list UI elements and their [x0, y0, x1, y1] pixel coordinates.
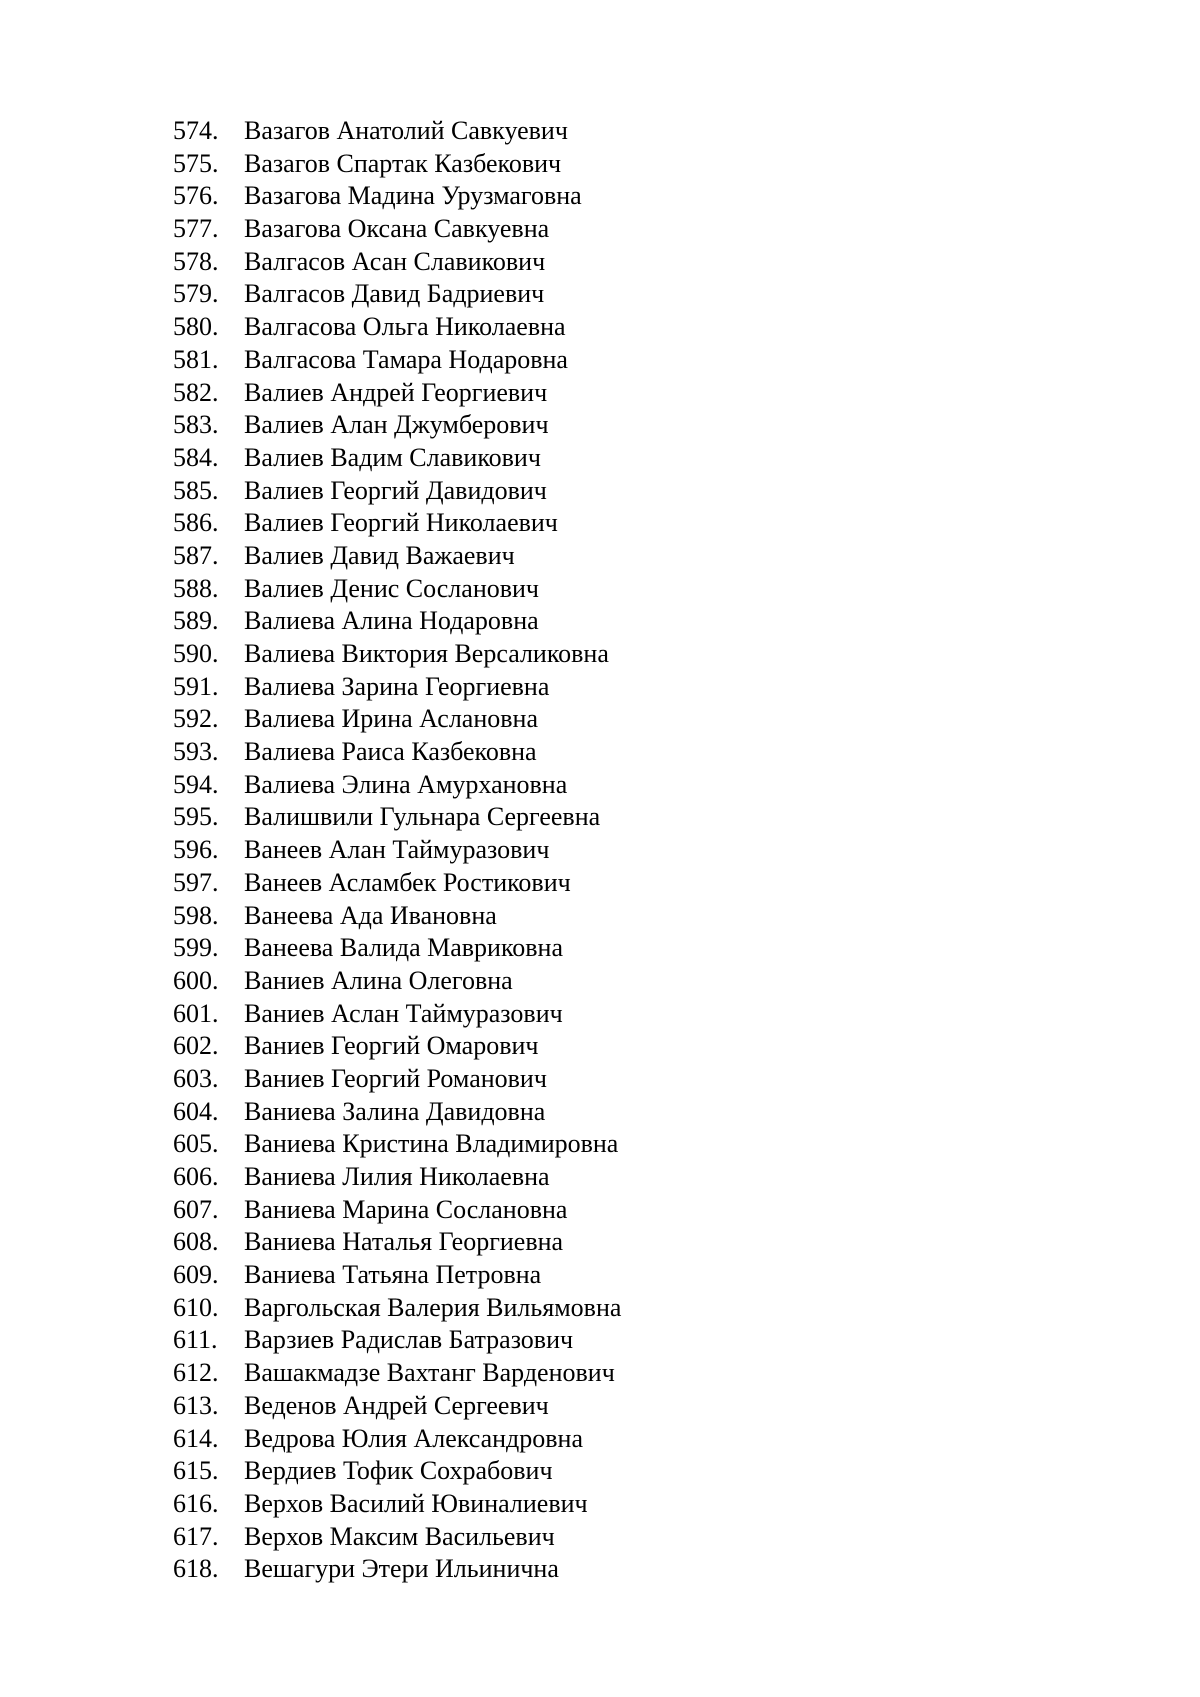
- entry-number: 610.: [173, 1292, 219, 1322]
- list-item: [173, 900, 621, 933]
- entry-number: 579.: [173, 279, 219, 309]
- entry-name: Ваниев Аслан Таймуразович: [244, 998, 563, 1028]
- list-item: [173, 703, 621, 736]
- list-item: [173, 932, 621, 965]
- list-item: [173, 1226, 621, 1259]
- list-item: [173, 801, 621, 834]
- list-item: [173, 1357, 621, 1390]
- list-item: [173, 965, 621, 998]
- entry-name: Ваниева Лилия Николаевна: [244, 1162, 550, 1191]
- entry-number: 577.: [173, 214, 219, 244]
- entry-name: Верхов Максим Васильевич: [244, 1521, 555, 1551]
- list-item: [173, 246, 621, 279]
- list-item: [173, 573, 621, 606]
- entry-number: 600.: [173, 965, 219, 995]
- entry-name: Вешагури Этери Ильинична: [244, 1554, 559, 1584]
- entry-name: Ванеев Алан Таймуразович: [244, 835, 550, 865]
- entry-number: 603.: [173, 1063, 219, 1093]
- entry-name: Вазагова Мадина Урузмаговна: [244, 181, 582, 211]
- entry-number: 598.: [173, 900, 219, 930]
- list-item: [173, 998, 621, 1031]
- entry-number: 615.: [173, 1456, 219, 1486]
- list-item: [173, 278, 621, 311]
- entry-name: Ваниева Залина Давидовна: [244, 1096, 546, 1126]
- entry-number: 609.: [173, 1260, 219, 1290]
- entry-name: Валиев Вадим Славикович: [244, 442, 541, 472]
- entry-number: 592.: [173, 704, 219, 734]
- list-item: [173, 605, 621, 638]
- entry-number: 601.: [173, 998, 219, 1028]
- entry-name: Ваниева Кристина Владимировна: [244, 1129, 619, 1159]
- entry-number: 608.: [173, 1227, 219, 1257]
- entry-name: Ваниев Георгий Романович: [244, 1063, 547, 1093]
- entry-name: Вашакмадзе Вахтанг Варденович: [244, 1358, 615, 1388]
- list-item: [173, 344, 621, 377]
- entry-number: 576.: [173, 181, 219, 211]
- list-item: [173, 1194, 621, 1227]
- entry-name: Валиев Георгий Давидович: [244, 475, 547, 505]
- entry-name: Ваниева Татьяна Петровна: [244, 1260, 542, 1290]
- entry-number: 578.: [173, 246, 219, 276]
- entry-name: Ведрова Юлия Александровна: [244, 1423, 584, 1453]
- list-item: [173, 213, 621, 246]
- entry-number: 607.: [173, 1194, 219, 1224]
- list-item: [173, 1259, 621, 1292]
- entry-name: Валиева Раиса Казбековна: [244, 737, 537, 767]
- list-item: [173, 834, 621, 867]
- entry-name: Ваниева Марина Сослановна: [244, 1194, 568, 1224]
- entry-number: 584.: [173, 442, 219, 472]
- entry-name: Валиева Ирина Аслановна: [244, 704, 538, 734]
- list-item: [173, 736, 621, 769]
- entry-name: Ванеева Валида Мавриковна: [244, 933, 564, 963]
- entry-name: Вазагов Анатолий Савкуевич: [244, 116, 568, 145]
- entry-number: 580.: [173, 312, 219, 342]
- entry-number: 617.: [173, 1521, 219, 1551]
- entry-name: Ваниева Наталья Георгиевна: [244, 1227, 564, 1257]
- entry-number: 587.: [173, 540, 219, 570]
- entry-name: Валиев Денис Сосланович: [244, 573, 540, 603]
- entry-name: Варгольская Валерия Вильямовна: [244, 1292, 622, 1322]
- list-item: [173, 1553, 621, 1586]
- entry-name: Веденов Андрей Сергеевич: [244, 1390, 549, 1420]
- entry-number: 594.: [173, 769, 219, 799]
- entry-name: Вазагова Оксана Савкуевна: [244, 214, 550, 244]
- entry-number: 613.: [173, 1390, 219, 1420]
- entry-name: Ванеева Ада Ивановна: [244, 900, 497, 930]
- list-item: [173, 377, 621, 410]
- list-item: [173, 1063, 621, 1096]
- list-item: [173, 1455, 621, 1488]
- entry-number: 605.: [173, 1129, 219, 1159]
- entry-number: 614.: [173, 1423, 219, 1453]
- entry-name: Ваниев Алина Олеговна: [244, 965, 513, 995]
- list-item: [173, 1423, 621, 1456]
- entry-number: 583.: [173, 410, 219, 440]
- entry-name: Валиева Зарина Георгиевна: [244, 671, 550, 701]
- list-item: [173, 1292, 621, 1325]
- entry-number: 593.: [173, 737, 219, 767]
- entry-name: Валиев Давид Важаевич: [244, 540, 515, 570]
- list-item: [173, 1521, 621, 1554]
- entry-number: 581.: [173, 344, 219, 374]
- entry-name: Варзиев Радислав Батразович: [244, 1325, 574, 1355]
- list-item: [173, 442, 621, 475]
- list-item: [173, 1390, 621, 1423]
- list-item: [173, 409, 621, 442]
- entry-number: 602.: [173, 1031, 219, 1061]
- entry-name: Валиев Алан Джумберович: [244, 410, 549, 440]
- entry-number: 588.: [173, 573, 219, 603]
- entry-name: Валгасова Ольга Николаевна: [244, 312, 566, 342]
- entry-number: 595.: [173, 802, 219, 832]
- list-item: [173, 867, 621, 900]
- entry-number: 586.: [173, 508, 219, 538]
- entry-number: 591.: [173, 671, 219, 701]
- list-item: [173, 507, 621, 540]
- entry-name: Вердиев Тофик Сохрабович: [244, 1456, 553, 1486]
- list-item: [173, 1030, 621, 1063]
- entry-number: 589.: [173, 606, 219, 636]
- entry-number: 606.: [173, 1162, 219, 1191]
- entry-number: 604.: [173, 1096, 219, 1126]
- entry-name: Валиева Элина Амурхановна: [244, 769, 568, 799]
- entry-number: 585.: [173, 475, 219, 505]
- entry-number: 612.: [173, 1358, 219, 1388]
- list-item: [173, 1128, 621, 1161]
- list-item: [173, 1161, 621, 1194]
- list-item: [173, 1096, 621, 1129]
- entry-number: 599.: [173, 933, 219, 963]
- list-item: [173, 475, 621, 508]
- entry-number: 582.: [173, 377, 219, 407]
- entry-name: Ванеев Асламбек Ростикович: [244, 867, 571, 897]
- entry-number: 597.: [173, 867, 219, 897]
- entry-name: Валгасов Давид Бадриевич: [244, 279, 545, 309]
- entry-name: Валиев Георгий Николаевич: [244, 508, 558, 538]
- list-item: [173, 540, 621, 573]
- list-item: [173, 311, 621, 344]
- entry-number: 574.: [173, 116, 219, 145]
- list-item: [173, 180, 621, 213]
- entry-name: Вазагов Спартак Казбекович: [244, 148, 562, 178]
- list-item: [173, 1488, 621, 1521]
- entry-name: Валиева Алина Нодаровна: [244, 606, 539, 636]
- list-item: [173, 671, 621, 704]
- entry-name: Валиев Андрей Георгиевич: [244, 377, 548, 407]
- entry-name: Валиева Виктория Версаликовна: [244, 639, 609, 668]
- entry-number: 611.: [173, 1325, 218, 1355]
- entry-number: 575.: [173, 148, 219, 178]
- name-list: [173, 115, 621, 1586]
- entry-name: Валишвили Гульнара Сергеевна: [244, 802, 601, 832]
- list-item: [173, 638, 621, 671]
- entry-number: 616.: [173, 1488, 219, 1518]
- entry-number: 590.: [173, 639, 219, 668]
- entry-name: Валгасова Тамара Нодаровна: [244, 344, 568, 374]
- list-item: [173, 769, 621, 802]
- entry-name: Ваниев Георгий Омарович: [244, 1031, 539, 1061]
- list-item: [173, 1324, 621, 1357]
- list-item: [173, 115, 621, 148]
- entry-number: 618.: [173, 1554, 219, 1584]
- list-item: [173, 148, 621, 181]
- entry-name: Верхов Василий Ювиналиевич: [244, 1488, 588, 1518]
- entry-number: 596.: [173, 835, 219, 865]
- entry-name: Валгасов Асан Славикович: [244, 246, 546, 276]
